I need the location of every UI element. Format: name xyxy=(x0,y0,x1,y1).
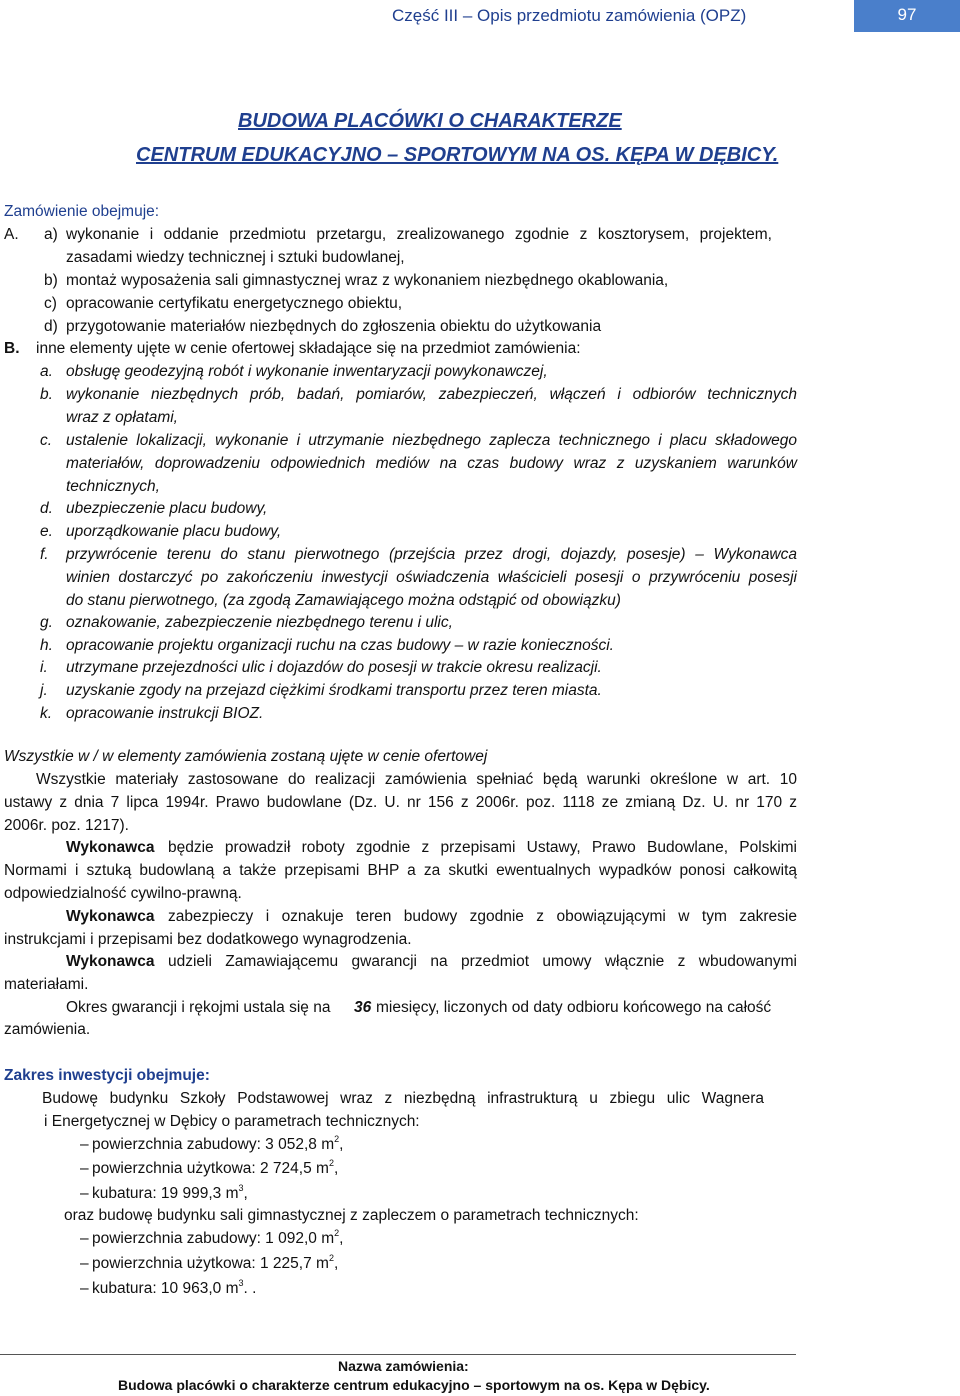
b-item-letter: f. xyxy=(40,546,49,563)
b-item-f-line1: przywrócenie terenu do stanu pierwotnego (przejścia przez drogi, dojazdy, posesje) – Wykonawca xyxy=(66,546,797,563)
a-item-b-line1: montaż wyposażenia sali gimnastycznej wraz z wykonaniem niezbędnego okablowania, xyxy=(66,272,669,289)
warranty-text-before: Okres gwarancji i rękojmi ustala się na xyxy=(66,999,331,1016)
gym-intro: oraz budowę budynku sali gimnastycznej z zapleczem o parametrach technicznych: xyxy=(64,1207,639,1224)
b-item-letter: h. xyxy=(40,637,53,654)
doc-title-line2: CENTRUM EDUKACYJNO – SPORTOWYM NA OS. KĘPA W DĘBICY. xyxy=(136,144,779,166)
a-item-c-line1: opracowanie certyfikatu energetycznego obiektu, xyxy=(66,295,403,312)
general-p1-line2: ustawy z dnia 7 lipca 1994r. Prawo budowlane (Dz. U. nr 156 z 2006r. poz. 1118 ze zmianą Dz. U. nr 170 z xyxy=(4,794,797,811)
warranty-months: 36 xyxy=(354,999,372,1016)
scope-heading: Zamówienie obejmuje: xyxy=(4,203,160,220)
a-item-letter: b) xyxy=(44,272,58,289)
dash-bullet: – xyxy=(80,1255,89,1272)
general-p3-line1: zabezpieczy i oznakuje teren budowy zgodnie z obowiązującymi w tym zakresie xyxy=(168,908,797,925)
general-p3-line2: instrukcjami i przepisami bez dodatkowego wynagrodzenia. xyxy=(4,931,412,948)
b-item-c-line2: materiałów, doprowadzeniu odpowiednich mediów na czas budowy wraz z uzyskaniem warunków xyxy=(66,455,797,472)
page-number-box xyxy=(854,0,960,32)
school-param-row: – powierzchnia użytkowa: 2 724,5 $m^2$, xyxy=(80,1158,339,1177)
section-a-label: A. xyxy=(4,226,19,243)
b-item-a-line1: obsługę geodezyjną robót i wykonanie inwentaryzacji powykonawczej, xyxy=(66,363,548,380)
general-p1-line3: 2006r. poz. 1217). xyxy=(4,817,129,834)
doc-title-line1: BUDOWA PLACÓWKI O CHARAKTERZE xyxy=(238,110,622,132)
dash-bullet: – xyxy=(80,1136,89,1153)
footer-rule xyxy=(0,1354,796,1355)
contractor-label: Wykonawca xyxy=(66,839,155,856)
footer-label: Nazwa zamówienia: xyxy=(338,1358,469,1374)
section-b-label: B. xyxy=(4,340,20,357)
b-item-letter: e. xyxy=(40,523,53,540)
b-item-letter: j. xyxy=(40,682,48,699)
general-p4-line1: udzieli Zamawiającemu gwarancji na przedmiot umowy włącznie z wbudowanymi xyxy=(168,953,797,970)
general-p2-line3: odpowiedzialność cywilno-prawną. xyxy=(4,885,242,902)
warranty-text-after: miesięcy, liczonych od daty odbioru końcowego na całość xyxy=(376,999,772,1016)
investment-heading: Zakres inwestycji obejmuje: xyxy=(4,1067,210,1084)
b-item-c-line1: ustalenie lokalizacji, wykonanie i utrzymanie niezbędnego zaplecza technicznego i placu składowego xyxy=(66,432,797,449)
b-item-letter: g. xyxy=(40,614,53,631)
gym-param-row: – kubatura: 10 963,0 $m^3$. . xyxy=(80,1278,257,1297)
a-item-letter: d) xyxy=(44,318,58,335)
b-item-k-line1: opracowanie instrukcji BIOZ. xyxy=(66,705,264,722)
b-item-letter: k. xyxy=(40,705,53,722)
b-item-letter: c. xyxy=(40,432,53,449)
school-param-row: – kubatura: 19 999,3 $m^3$, xyxy=(80,1183,248,1202)
investment-intro-line1: Budowę budynku Szkoły Podstawowej wraz z niezbędną infrastrukturą u zbiegu ulic Wagnera xyxy=(42,1090,764,1107)
b-item-letter: a. xyxy=(40,363,53,380)
running-header: Część III – Opis przedmiotu zamówienia (OPZ) xyxy=(392,6,747,25)
dash-bullet: – xyxy=(80,1160,89,1177)
b-item-letter: i. xyxy=(40,659,48,676)
a-item-letter: c) xyxy=(44,295,57,312)
b-item-letter: d. xyxy=(40,500,53,517)
general-p2-line1: będzie prowadził roboty zgodnie z przepisami Ustawy, Prawo Budowlane, Polskimi xyxy=(168,839,797,856)
b-item-f-line3: do stanu pierwotnego, (za zgodą Zamawiającego można odstąpić od obowiązku) xyxy=(66,592,621,609)
general-p4-line2: materiałami. xyxy=(4,976,89,993)
a-item-letter: a) xyxy=(44,226,58,243)
b-item-h-line1: opracowanie projektu organizacji ruchu na czas budowy – w razie konieczności. xyxy=(66,637,614,654)
b-item-d-line1: ubezpieczenie placu budowy, xyxy=(66,500,268,517)
contractor-label: Wykonawca xyxy=(66,953,155,970)
general-p1-line1: Wszystkie materiały zastosowane do realizacji zamówienia spełniać będą warunki określone w art. 10 xyxy=(36,771,797,788)
footer-order-name: Budowa placówki o charakterze centrum edukacyjno – sportowym na os. Kępa w Dębicy. xyxy=(118,1377,710,1393)
page-number: 97 xyxy=(897,5,917,24)
b-item-e-line1: uporządkowanie placu budowy, xyxy=(66,523,282,540)
a-item-d-line1: przygotowanie materiałów niezbędnych do zgłoszenia obiektu do użytkowania xyxy=(66,318,602,335)
dash-bullet: – xyxy=(80,1185,89,1202)
b-item-b-line1: wykonanie niezbędnych prób, badań, pomiarów, zabezpieczeń, włączeń i odbiorów technicznych xyxy=(66,386,797,403)
section-b-intro: inne elementy ujęte w cenie ofertowej składające się na przedmiot zamówienia: xyxy=(36,340,581,357)
dash-bullet: – xyxy=(80,1230,89,1247)
b-item-c-line3: technicznych, xyxy=(66,478,160,495)
b-item-f-line2: winien dostarczyć po zakończeniu inwestycji oświadczenia właścicieli posesji o przywróceniu posesji xyxy=(66,569,797,586)
general-heading: Wszystkie w / w elementy zamówienia zostaną ujęte w cenie ofertowej xyxy=(4,748,488,765)
gym-param-row: – powierzchnia zabudowy: 1 092,0 $m^2$, xyxy=(80,1228,344,1247)
a-item-a-line1: wykonanie i oddanie przedmiotu przetargu, zrealizowanego zgodnie z kosztorysem, projektem, xyxy=(66,226,772,243)
b-item-g-line1: oznakowanie, zabezpieczenie niezbędnego terenu i ulic, xyxy=(66,614,453,631)
investment-intro-line2: i Energetycznej w Dębicy o parametrach technicznych: xyxy=(44,1113,420,1130)
dash-bullet: – xyxy=(80,1280,89,1297)
contractor-label: Wykonawca xyxy=(66,908,155,925)
a-item-a-line2: zasadami wiedzy technicznej i sztuki budowlanej, xyxy=(66,249,405,266)
b-item-i-line1: utrzymane przejezdności ulic i dojazdów do posesji w trakcie okresu realizacji. xyxy=(66,659,602,676)
b-item-letter: b. xyxy=(40,386,53,403)
b-item-j-line1: uzyskanie zgody na przejazd ciężkimi środkami transportu przez teren miasta. xyxy=(66,682,602,699)
b-item-b-line2: wraz z opłatami, xyxy=(66,409,178,426)
gym-param-row: – powierzchnia użytkowa: 1 225,7 $m^2$, xyxy=(80,1253,339,1272)
warranty-line2: zamówienia. xyxy=(4,1021,91,1038)
general-p2-line2: Normami i sztuką budowlaną a także przepisami BHP a za skutki ewentualnych wypadków ponosi całkowitą xyxy=(4,862,797,879)
school-param-row: – powierzchnia zabudowy: 3 052,8 $m^2$, xyxy=(80,1134,344,1153)
